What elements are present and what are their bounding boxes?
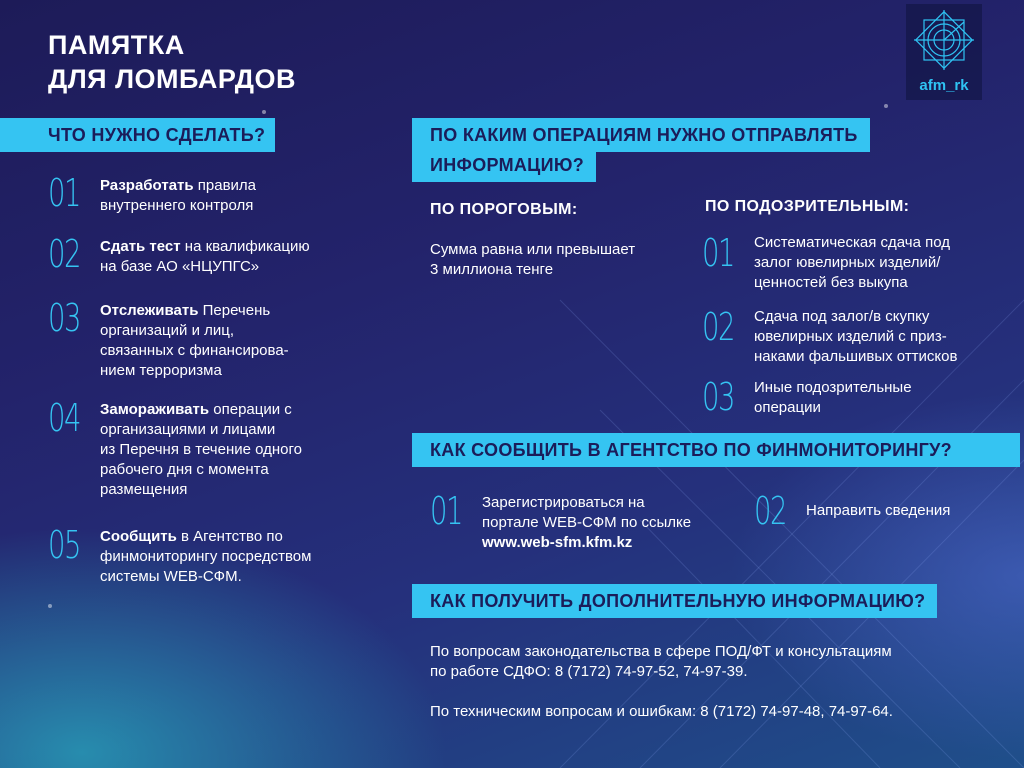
- operations-header-line2: ИНФОРМАЦИЮ?: [412, 152, 596, 182]
- todo-item-5: [100, 527, 311, 587]
- threshold-line: Сумма равна или превышает: [430, 241, 636, 258]
- logo-text: afm_rk: [919, 77, 969, 94]
- afm-logo: [906, 4, 982, 100]
- decor-dot: [262, 110, 266, 114]
- info-paragraph-2: По техническим вопросам и ошибкам: 8 (7172) 74-97-48, 74-97-64.: [430, 703, 893, 720]
- suspicious-line: наками фальшивых оттисков: [754, 348, 958, 365]
- report-header: КАК СООБЩИТЬ В АГЕНТСТВО ПО ФИНМОНИТОРИНГУ?: [412, 433, 1020, 467]
- suspicious-line: Иные подозрительные: [754, 379, 912, 396]
- report-line: портале WEB-СФМ по ссылке: [482, 514, 692, 531]
- todo-item-line: организаций и лиц,: [100, 322, 235, 339]
- todo-item-3: [100, 301, 289, 381]
- threshold-line: 3 миллиона тенге: [430, 261, 554, 278]
- todo-item-line: нием терроризма: [100, 362, 222, 379]
- todo-item-line: на квалификацию: [180, 238, 310, 255]
- info-header: КАК ПОЛУЧИТЬ ДОПОЛНИТЕЛЬНУЮ ИНФОРМАЦИЮ?: [412, 584, 937, 618]
- todo-item-line: организациями и лицами: [100, 421, 276, 438]
- todo-item-bold: Разработать: [100, 177, 194, 194]
- report-item-1: [482, 493, 691, 553]
- todo-item-1: [100, 176, 256, 216]
- todo-item-line: связанных с финансирова-: [100, 342, 289, 359]
- suspicious-line: ценностей без выкупа: [754, 274, 908, 291]
- todo-item-line: финмониторингу посредством: [100, 548, 312, 565]
- report-item-2: [806, 501, 950, 521]
- suspicious-number: 03: [702, 375, 734, 419]
- report-number: 02: [754, 489, 786, 533]
- suspicious-line: залог ювелирных изделий/: [754, 254, 941, 271]
- todo-item-line: системы WEB-СФМ.: [100, 568, 242, 585]
- info-line: По вопросам законодательства в сфере ПОД/ФТ и консультациям: [430, 643, 892, 660]
- todo-item-line: рабочего дня с момента: [100, 461, 269, 478]
- report-number: 01: [430, 489, 462, 533]
- todo-item-line: Перечень: [198, 302, 271, 319]
- todo-item-bold: Замораживать: [100, 401, 210, 418]
- todo-item-line: размещения: [100, 481, 188, 498]
- todo-item-4: [100, 400, 302, 500]
- suspicious-item-1: [754, 233, 950, 293]
- todo-item-line: из Перечня в течение одного: [100, 441, 303, 458]
- todo-item-line: операции с: [209, 401, 292, 418]
- threshold-title: ПО ПОРОГОВЫМ:: [430, 201, 578, 218]
- threshold-text: [430, 240, 635, 280]
- page-title: [48, 28, 296, 96]
- todo-item-bold: Отслеживать: [100, 302, 199, 319]
- todo-number: 03: [48, 296, 80, 340]
- decor-dot: [48, 604, 52, 608]
- operations-header: [412, 118, 870, 182]
- todo-number: 02: [48, 232, 80, 276]
- todo-item-2: [100, 237, 310, 277]
- web-sfm-link[interactable]: www.web-sfm.kfm.kz: [482, 534, 633, 551]
- suspicious-number: 01: [702, 231, 734, 275]
- todo-header: ЧТО НУЖНО СДЕЛАТЬ?: [0, 118, 275, 152]
- afm-emblem-icon: [910, 8, 978, 74]
- info-paragraph-1: [430, 642, 892, 682]
- page-title-line2: ДЛЯ ЛОМБАРДОВ: [48, 64, 296, 94]
- todo-item-line: правила: [193, 177, 257, 194]
- decor-dot: [884, 104, 888, 108]
- suspicious-item-2: [754, 307, 957, 367]
- todo-item-line: в Агентство по: [176, 528, 283, 545]
- todo-number: 05: [48, 523, 80, 567]
- operations-header-line1: ПО КАКИМ ОПЕРАЦИЯМ НУЖНО ОТПРАВЛЯТЬ: [412, 118, 870, 152]
- suspicious-item-3: [754, 378, 912, 418]
- suspicious-line: операции: [754, 399, 821, 416]
- suspicious-line: Систематическая сдача под: [754, 234, 950, 251]
- todo-item-line: на базе АО «НЦУПГС»: [100, 258, 260, 275]
- report-line: Направить сведения: [806, 502, 951, 519]
- todo-item-line: внутреннего контроля: [100, 197, 254, 214]
- suspicious-number: 02: [702, 305, 734, 349]
- page-title-line1: ПАМЯТКА: [48, 30, 185, 60]
- todo-number: 01: [48, 171, 80, 215]
- suspicious-line: ювелирных изделий с приз-: [754, 328, 947, 345]
- todo-item-bold: Сдать тест: [100, 238, 181, 255]
- info-line: по работе СДФО: 8 (7172) 74-97-52, 74-97-39.: [430, 663, 748, 680]
- todo-item-bold: Сообщить: [100, 528, 177, 545]
- suspicious-line: Сдача под залог/в скупку: [754, 308, 930, 325]
- todo-number: 04: [48, 396, 80, 440]
- suspicious-title: ПО ПОДОЗРИТЕЛЬНЫМ:: [705, 198, 910, 215]
- report-line: Зарегистрироваться на: [482, 494, 645, 511]
